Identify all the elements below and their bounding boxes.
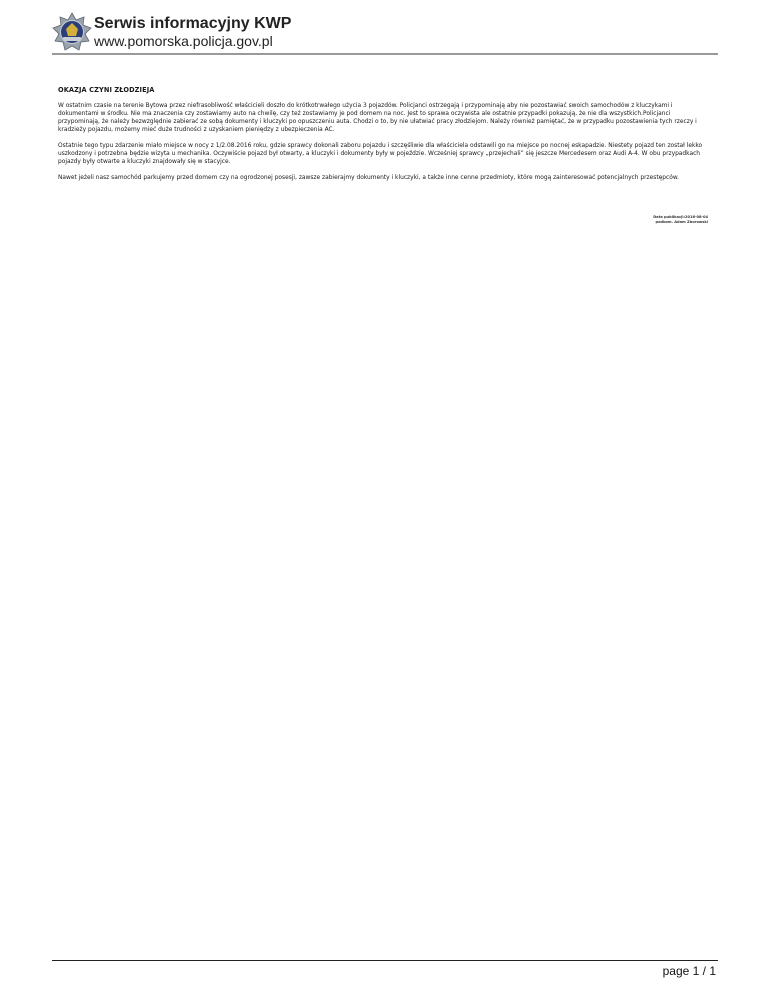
article-author: podkom. Adam Zborowski (655, 220, 708, 224)
site-title: Serwis informacyjny KWP (94, 15, 292, 32)
publication-date: Data publikacji:2016-08-04 (653, 215, 708, 219)
article-paragraph-1: W ostatnim czasie na terenie Bytowa przez niefrasobliwość właścicieli doszło do krótkotrwałego użycia 3 pojazdów. Policjanci ostrzegają i przypominają aby nie pozostawiać swoich samochodów z kluczykami i dokumentami w środku. Nie ma znaczenia czy zostawiamy auto na chwilę, czy też zostawiamy je pod domem na noc. Jest to sprawa oczywista ale ostatnie przypadki pokazują, że nie dla wszystkich.Policjanci przypominają, że należy bezwzględnie zabierać ze sobą dokumenty i kluczyki po opuszczeniu auta. Chodzi o to, by nie ułatwiać pracy złodziejom. Należy również pamiętać, że w przypadku pozostawienia tych rzeczy i kradzieży pojazdu, możemy mieć duże trudności z uzyskaniem pieniędzy z ubezpieczenia AC. (58, 103, 697, 133)
police-star-logo-icon (52, 12, 92, 52)
article-paragraph-3: Nawet jeżeli nasz samochód parkujemy przed domem czy na ogrodzonej posesji, zawsze zabierajmy dokumenty i kluczyki, a także inne cenne przedmioty, które mogą zainteresować potencjalnych przestępców. (58, 175, 680, 181)
page-number: page 1 / 1 (662, 964, 716, 978)
article-paragraph-2: Ostatnie tego typu zdarzenie miało miejsce w nocy z 1/2.08.2016 roku, gdzie sprawcy dokonali zaboru pojazdu i szczęśliwie dla właściciela odstawili go na miejsce po nocnej eskapadzie. Niestety pojazd ten został lekko uszkodzony i potrzebna będzie wizyta u mechanika. Oczywiście pojazd był otwarty, a kluczyki i dokumenty były w pojeździe. Wcześniej sprawcy „przejechali” się jeszcze Mercedesem oraz Audi A-4. W obu przypadkach pojazdy były otwarte a kluczyki znajdowały się w stacyjce. (58, 143, 703, 165)
publication-meta (653, 215, 708, 225)
site-url[interactable]: www.pomorska.policja.gov.pl (94, 33, 273, 49)
footer-divider (52, 960, 718, 961)
article-title: OKAZJA CZYNI ZŁODZIEJA (58, 86, 155, 94)
article (58, 86, 710, 190)
header-divider (52, 53, 718, 55)
site-header (52, 12, 732, 56)
